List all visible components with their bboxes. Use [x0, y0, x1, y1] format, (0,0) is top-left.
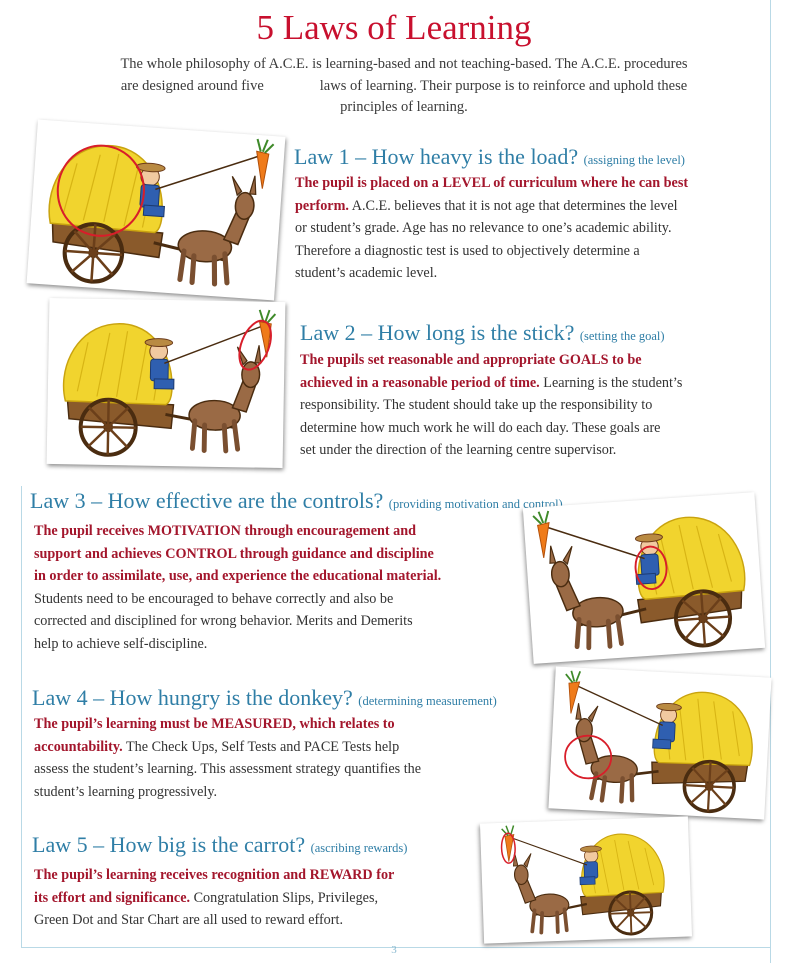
law-1-line: Therefore a diagnostic test is used to objectively determine a — [295, 242, 640, 259]
law-3-body — [34, 520, 534, 655]
law-3-subtitle: (providing motivation and control) — [388, 497, 563, 511]
law-2-text: Learning is the student’s — [539, 374, 683, 391]
law-2-title: Law 2 – How long is the stick? — [300, 320, 575, 345]
law-4-heading — [32, 685, 497, 711]
law-2-subtitle: (setting the goal) — [579, 329, 665, 343]
page-title: 5 Laws of Learning — [256, 8, 532, 47]
law-2-line: responsibility. The student should take up the responsibility to — [300, 397, 653, 413]
law-2-lead: The pupils set reasonable and appropriate GOALS to be — [300, 352, 642, 368]
law-5-lead: The pupil’s learning receives recognition and REWARD for — [34, 867, 395, 883]
donkey-cart-illustration-5 — [480, 816, 692, 943]
intro-text: are designed around five — [120, 77, 264, 94]
law-4-subtitle: (determining measurement) — [358, 694, 497, 708]
law-5-body — [34, 864, 494, 932]
law-5-line — [34, 887, 494, 910]
page-number: 3 — [391, 944, 397, 956]
intro-text: laws of learning. Their purpose is to reinforce and uphold these — [319, 77, 688, 94]
law-2-heading — [300, 320, 665, 346]
law-2-line: set under the direction of the learning centre supervisor. — [300, 442, 617, 458]
law-1-lead: The pupil is placed on a LEVEL of curriculum where he can best — [295, 175, 689, 191]
law-2-line — [300, 372, 760, 395]
law-3-lead: support and achieves CONTROL through guidance and discipline — [34, 545, 434, 562]
law-2-line: determine how much work he will do each day. These goals are — [300, 419, 661, 436]
law-1-line: student’s academic level. — [295, 265, 438, 281]
law-1-title: Law 1 – How heavy is the load? — [294, 144, 579, 169]
law-5-subtitle: (ascribing rewards) — [310, 841, 408, 855]
intro-line: principles of learning. — [340, 99, 468, 115]
law-4-lead: The pupil’s learning must be MEASURED, which relates to — [34, 716, 395, 732]
law-5-title: Law 5 – How big is the carrot? — [32, 832, 306, 857]
law-4-text: The Check Ups, Self Tests and PACE Tests help — [122, 738, 400, 755]
law-1-heading — [294, 144, 685, 170]
law-4-lead: accountability. — [34, 738, 123, 755]
law-1-text: A.C.E. believes that it is not age that determines the level — [348, 197, 678, 214]
law-3-line: corrected and disciplined for wrong behavior. Merits and Demerits — [34, 613, 413, 629]
law-2-lead: achieved in a reasonable period of time. — [300, 374, 540, 391]
law-1-line — [295, 195, 755, 218]
law-3-lead: The pupil receives MOTIVATION through encouragement and — [34, 523, 417, 539]
law-1-body — [295, 172, 755, 285]
frame-right-line — [770, 0, 771, 963]
law-1-subtitle: (assigning the level) — [583, 153, 685, 167]
law-1-line: or student’s grade. Age has no relevance to one’s academic ability. — [295, 220, 672, 236]
law-4-line: assess the student’s learning. This assessment strategy quantifies the — [34, 761, 422, 777]
law-5-line: Green Dot and Star Chart are all used to reward effort. — [34, 912, 343, 928]
donkey-cart-illustration-3 — [523, 492, 765, 664]
donkey-cart-illustration-1 — [27, 120, 286, 301]
law-3-heading — [30, 488, 563, 514]
law-4-title: Law 4 – How hungry is the donkey? — [32, 685, 353, 710]
law-5-lead: its effort and significance. — [34, 889, 191, 906]
law-3-title: Law 3 – How effective are the controls? — [30, 488, 384, 513]
donkey-cart-illustration-2 — [47, 298, 286, 468]
intro-paragraph — [62, 54, 746, 119]
law-3-line: help to achieve self-discipline. — [34, 635, 208, 652]
law-4-line — [34, 736, 534, 759]
intro-line: The whole philosophy of A.C.E. is learning-based and not teaching-based. The A.C.E. procedures — [120, 56, 688, 72]
law-5-text: Congratulation Slips, Privileges, — [190, 889, 379, 906]
law-4-line: student’s learning progressively. — [34, 783, 218, 800]
law-5-heading — [32, 832, 407, 858]
intro-line — [62, 76, 746, 98]
law-3-lead: in order to assimilate, use, and experience the educational material. — [34, 568, 442, 584]
frame-left-line — [21, 486, 22, 948]
law-4-body — [34, 713, 534, 803]
donkey-cart-illustration-4 — [548, 666, 771, 819]
law-2-body — [300, 349, 760, 462]
law-1-lead: perform. — [295, 197, 349, 214]
law-3-line: Students need to be encouraged to behave correctly and also be — [34, 590, 394, 607]
